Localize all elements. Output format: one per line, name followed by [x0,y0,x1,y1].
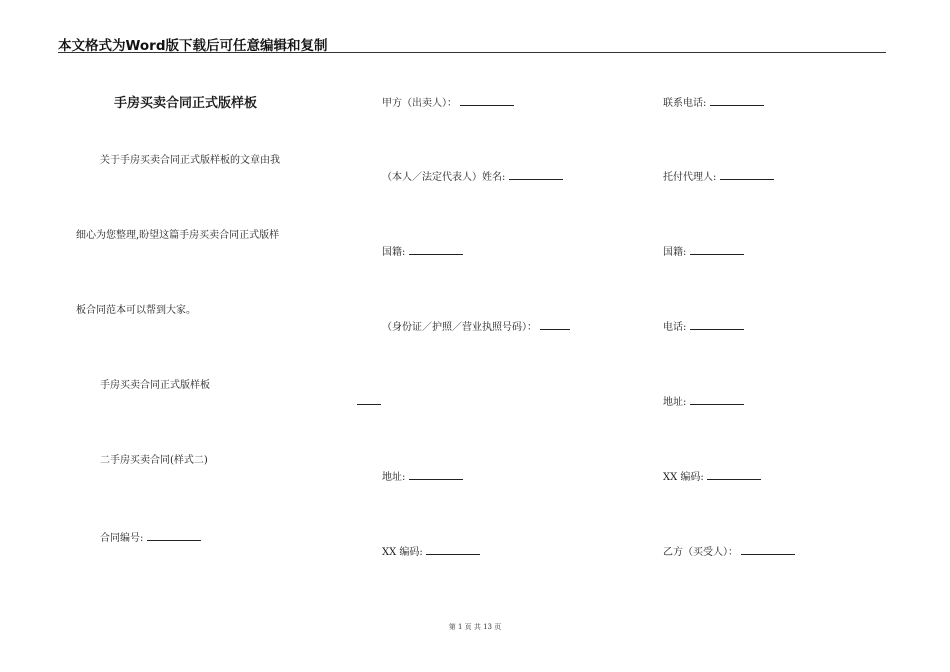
party-a-id-line [382,318,570,335]
agent-label: 托付代理人: [663,172,717,183]
page-footer: 第 1 页 共 13 页 [448,623,502,631]
contract-number-blank [147,529,201,541]
col1-paragraph-3: 板合同范本可以帮到大家。 [76,305,196,316]
contract-number-line [100,529,201,546]
agent-address-blank [690,393,744,405]
party-a-id-continuation-line [357,393,381,410]
contract-number-label: 合同编号: [100,533,144,544]
agent-address-line [663,393,744,410]
party-a-blank [460,94,514,106]
party-b-label: 乙方（买受人）： [663,547,738,558]
agent-blank [720,168,774,180]
party-a-label: 甲方（出卖人）： [382,98,457,109]
party-a-address-label: 地址: [382,472,406,483]
agent-postcode-blank [707,468,761,480]
party-a-line [382,94,514,111]
col1-paragraph-1: 关于手房买卖合同正式版样板的文章由我 [100,155,280,166]
party-a-name-label: （本人／法定代表人）姓名: [382,172,506,183]
party-a-name-line [382,168,563,185]
party-a-phone-blank [710,94,764,106]
col1-paragraph-4: 手房买卖合同正式版样板 [100,380,210,391]
header-text: 本文格式为Word版下载后可任意编辑和复制 [58,38,328,54]
col1-paragraph-2: 细心为您整理,盼望这篇手房买卖合同正式版样 [76,230,280,241]
party-a-postcode-line [382,543,480,560]
agent-postcode-line [663,468,761,485]
party-a-nationality-line [382,243,463,260]
party-a-phone-label: 联系电话: [663,98,707,109]
party-a-id-label: （身份证／护照／营业执照号码）： [382,322,537,333]
agent-nationality-line [663,243,744,260]
agent-phone-blank [690,318,744,330]
party-a-address-blank [409,468,463,480]
agent-phone-line [663,318,744,335]
party-a-postcode-blank [426,543,480,555]
agent-nationality-blank [690,243,744,255]
party-a-nationality-blank [409,243,463,255]
party-a-address-line [382,468,463,485]
agent-postcode-label: XX 编码: [663,472,704,483]
document-title: 手房买卖合同正式版样板 [114,96,258,111]
party-a-id-blank [540,318,570,330]
page-header [58,34,886,53]
party-a-postcode-label: XX 编码: [382,547,423,558]
agent-address-label: 地址: [663,397,687,408]
party-a-id-blank-continuation [357,393,381,405]
agent-phone-label: 电话: [663,322,687,333]
party-b-blank [741,543,795,555]
party-a-name-blank [509,168,563,180]
party-b-line [663,543,795,560]
party-a-phone-line [663,94,764,111]
party-a-nationality-label: 国籍: [382,247,406,258]
agent-line [663,168,774,185]
agent-nationality-label: 国籍: [663,247,687,258]
col1-paragraph-5: 二手房买卖合同(样式二) [100,455,208,466]
